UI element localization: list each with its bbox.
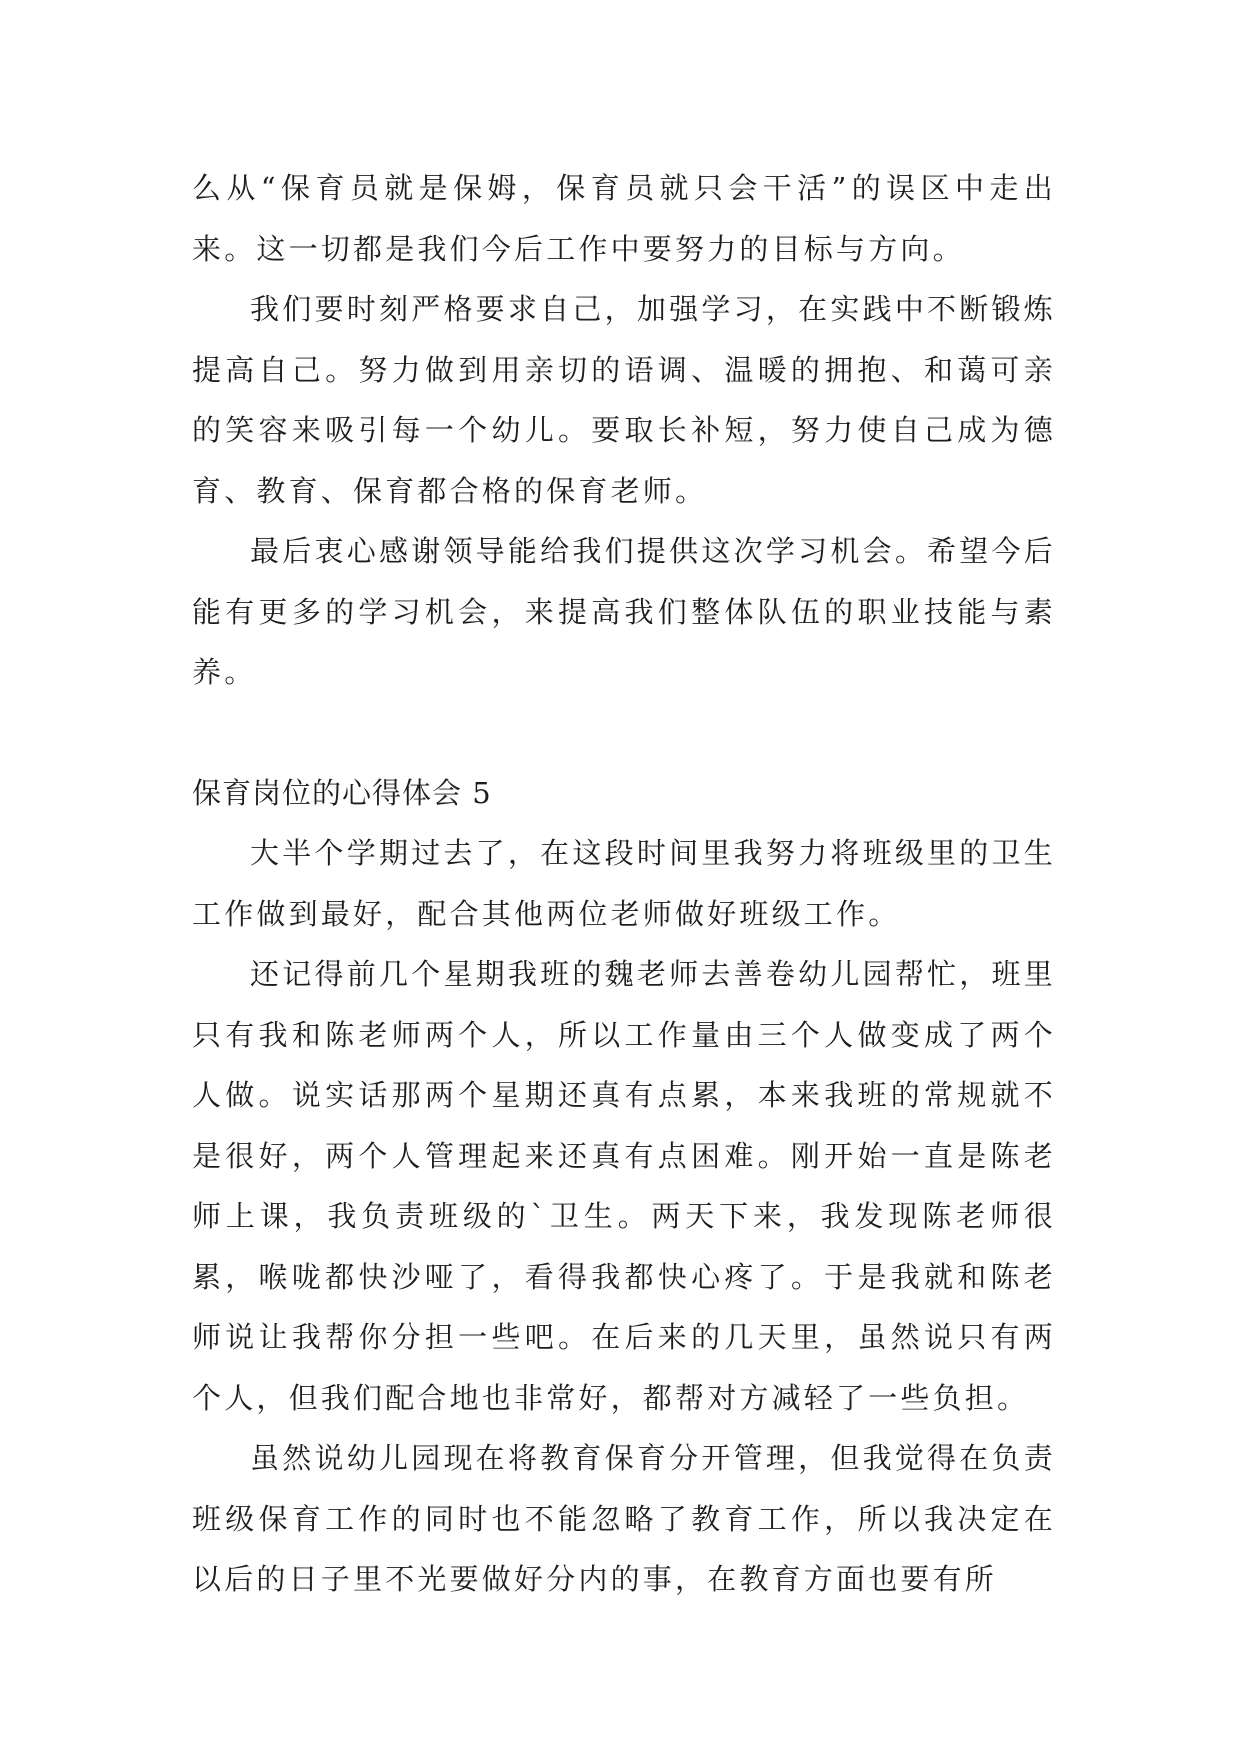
document-body	[192, 158, 1056, 1610]
section-heading: 保育岗位的心得体会 5	[192, 775, 492, 810]
paragraph-self-improvement: 我们要时刻严格要求自己，加强学习，在实践中不断锻炼提高自己。努力做到用亲切的语调、温暖的拥抱、和蔼可亲的笑容来吸引每一个幼儿。要取长补短，努力使自己成为德育、教育、保育都合格的保育老师。	[192, 292, 1056, 508]
paragraph-continued: 么从“保育员就是保姆，保育员就只会干活”的误区中走出来。这一切都是我们今后工作中要努力的目标与方向。	[192, 171, 1056, 266]
paragraph-thanks: 最后衷心感谢领导能给我们提供这次学习机会。希望今后能有更多的学习机会，来提高我们整体队伍的职业技能与素养。	[192, 534, 1056, 689]
paragraph-semester: 大半个学期过去了，在这段时间里我努力将班级里的卫生工作做到最好，配合其他两位老师做好班级工作。	[192, 836, 1056, 931]
paragraph-education: 虽然说幼儿园现在将教育保育分开管理，但我觉得在负责班级保育工作的同时也不能忽略了教育工作，所以我决定在以后的日子里不光要做好分内的事，在教育方面也要有所	[192, 1441, 1056, 1596]
paragraph-two-weeks: 还记得前几个星期我班的魏老师去善卷幼儿园帮忙，班里只有我和陈老师两个人，所以工作量由三个人做变成了两个人做。说实话那两个星期还真有点累，本来我班的常规就不是很好，两个人管理起来还真有点困难。刚开始一直是陈老师上课，我负责班级的`卫生。两天下来，我发现陈老师很累，喉咙都快沙哑了，看得我都快心疼了。于是我就和陈老师说让我帮你分担一些吧。在后来的几天里，虽然说只有两个人，但我们配合地也非常好，都帮对方减轻了一些负担。	[192, 957, 1056, 1415]
